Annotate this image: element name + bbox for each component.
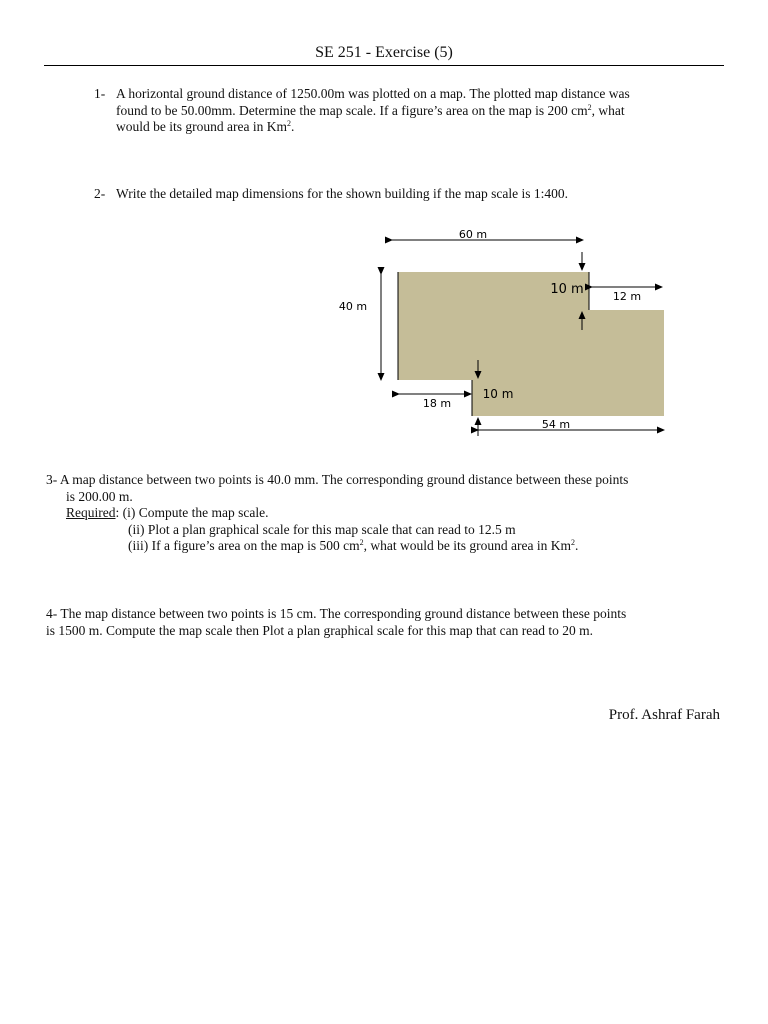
question-3 [46, 472, 736, 555]
label-bottom-step: 10 m [482, 387, 514, 401]
building-figure [0, 0, 768, 460]
question-3-line-2: is 200.00 m. [66, 488, 133, 504]
question-2-number: 2- [94, 186, 106, 201]
question-1-line-1: A horizontal ground distance of 1250.00m was plotted on a map. The plotted map distance was [116, 86, 630, 101]
label-bottom-right: 54 m [541, 418, 571, 431]
label-height: 40 m [338, 300, 368, 313]
question-1-line-2: found to be 50.00mm. Determine the map scale. If a figure’s area on the map is 200 $cm^2$, what [116, 102, 625, 118]
question-4-line-2: is 1500 m. Compute the map scale then Plot a plan graphical scale for this map that can read to 20 m. [46, 622, 593, 638]
required-label: Required [66, 505, 116, 520]
page-title: SE 251 - Exercise (5) [315, 44, 453, 61]
label-bottom-left: 18 m [422, 397, 452, 410]
question-4-line-1: 4- The map distance between two points is 15 cm. The corresponding ground distance between these points [46, 606, 627, 621]
question-3-required: Required: (i) Compute the map scale. [66, 505, 269, 520]
question-3-line-1: 3- A map distance between two points is 40.0 mm. The corresponding ground distance between these points [46, 472, 629, 487]
question-3-req-2: (ii) Plot a plan graphical scale for this map scale that can read to 12.5 m [128, 521, 516, 537]
label-notch-width: 12 m [612, 290, 642, 303]
label-top-width: 60 m [458, 228, 488, 241]
question-2-text: Write the detailed map dimensions for the shown building if the map scale is 1:400. [116, 186, 568, 201]
question-1-number: 1- [94, 86, 106, 101]
question-3-req-3: (iii) If a figure’s area on the map is 500 $cm^2$, what would be its ground area in Km$^2$. [128, 538, 579, 553]
signature: Prof. Ashraf Farah [608, 707, 720, 723]
label-notch-top: 10 m [550, 282, 584, 297]
question-4 [46, 606, 736, 639]
question-1-line-3: would be its ground area in Km$^2$. [116, 119, 295, 134]
